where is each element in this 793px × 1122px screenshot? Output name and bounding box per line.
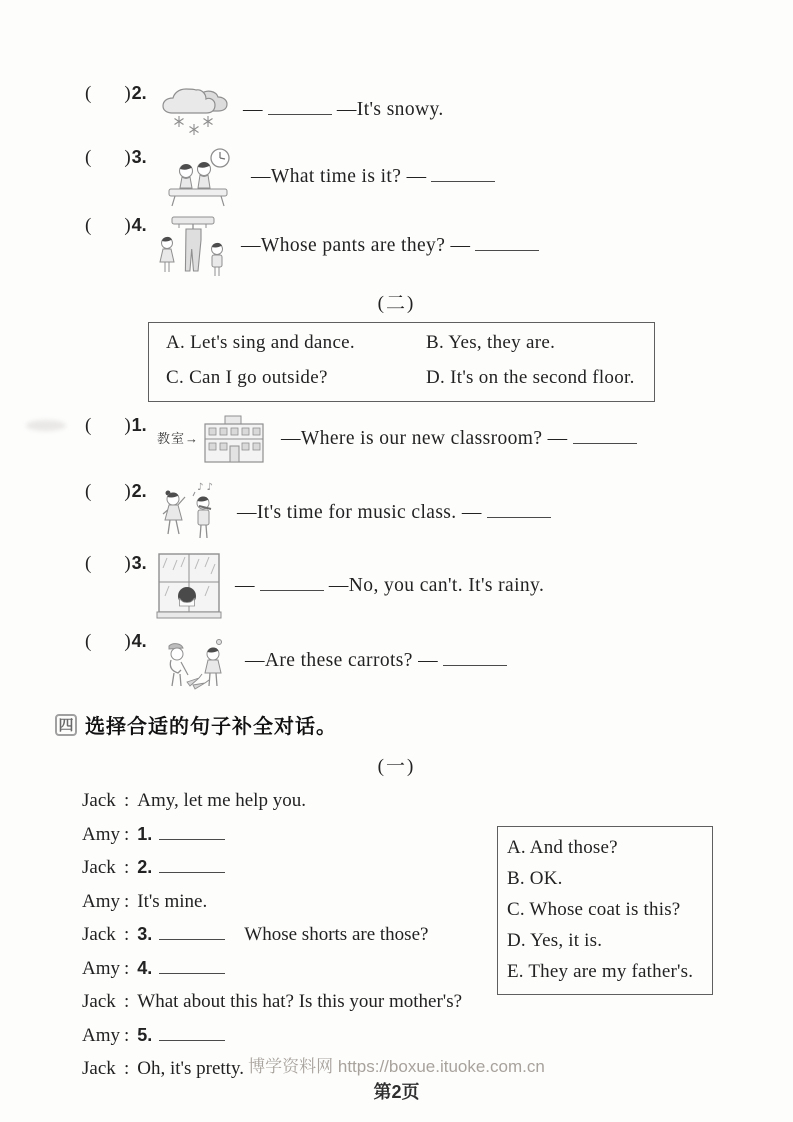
question-row-snowy [85, 82, 793, 138]
question-text [245, 649, 512, 673]
paren-close: ) [124, 553, 131, 574]
answer-blank [443, 651, 507, 666]
blank-number: 2. [137, 857, 153, 877]
dialogue-text: Whose shorts are those? [244, 924, 429, 945]
answer-marker [85, 414, 157, 437]
question-number: 4. [131, 215, 147, 235]
answer-marker [85, 552, 157, 575]
paren-open: ( [85, 415, 92, 436]
text-after-blank: —It's snowy. [336, 98, 444, 120]
dialogue-text: What about this hat? Is this your mother's? [137, 991, 463, 1012]
paren-open: ( [85, 553, 92, 574]
rainy-window-boy-image [157, 552, 221, 620]
answer-marker [85, 214, 157, 237]
answer-blank [431, 167, 495, 182]
blank-number: 5. [137, 1024, 153, 1045]
blank-number: 1. [137, 823, 153, 844]
speaker-colon: : [124, 991, 130, 1012]
dialogue-line [82, 1019, 793, 1053]
question-text [243, 98, 444, 122]
question-text [237, 501, 556, 525]
question-text [281, 427, 642, 451]
speaker-name: Amy [82, 890, 120, 912]
kids-desk-clock-image [157, 146, 237, 208]
speaker-colon: : [124, 823, 130, 845]
question-row-pants [85, 214, 793, 278]
pants-on-rack-image [157, 214, 227, 278]
subsection-header-2: (二) [377, 293, 416, 314]
paren-close: ) [124, 83, 131, 104]
speaker-name: Amy [82, 823, 120, 845]
answer-blank [573, 429, 637, 444]
text-before-blank: —It's time for music class. — [237, 501, 482, 523]
answer-blank [159, 825, 225, 840]
answer-marker [85, 630, 157, 653]
text-before-blank: — [243, 98, 263, 120]
option-d: D. It's on the second floor. [426, 367, 635, 388]
section-title: 选择合适的句子补全对话。 [85, 716, 337, 738]
speaker-colon: : [124, 1024, 130, 1046]
subsection-header-1: (一) [377, 756, 416, 777]
question-row-classroom [85, 414, 793, 464]
dialogue-text: Amy, let me help you. [137, 790, 306, 811]
school-building-image: 教室→ [157, 414, 267, 464]
text-before-blank: —What time is it? — [251, 165, 427, 187]
question-text [241, 234, 544, 258]
question-number: 2. [131, 481, 147, 501]
answer-blank [268, 100, 332, 115]
blank-number: 4. [137, 957, 153, 978]
question-number: 3. [131, 147, 147, 167]
speaker-colon: : [124, 790, 130, 811]
speaker-name: Amy [82, 957, 120, 979]
speaker-colon: : [124, 924, 130, 945]
blank-number: 3. [137, 924, 153, 944]
answer-blank [260, 576, 324, 591]
options-box-part2 [148, 322, 655, 402]
paren-open: ( [85, 215, 92, 236]
speaker-name: Jack [82, 790, 116, 811]
section-number-badge: 四 [55, 714, 77, 736]
question-number: 1. [131, 415, 147, 435]
answer-blank [475, 236, 539, 251]
option-c: C. Whose coat is this? [507, 899, 681, 920]
section-four-heading [55, 710, 793, 739]
option-b: B. OK. [507, 868, 563, 889]
option-b: B. Yes, they are. [426, 332, 556, 353]
answer-marker [85, 480, 157, 503]
paren-close: ) [124, 415, 131, 436]
option-d: D. Yes, it is. [507, 930, 603, 951]
speaker-name: Jack [82, 924, 116, 945]
answer-blank [159, 1026, 225, 1041]
speaker-name: Jack [82, 1058, 116, 1079]
singing-dancing-kids-image [157, 480, 223, 546]
paren-close: ) [124, 631, 131, 652]
speaker-colon: : [124, 1058, 130, 1079]
text-before-blank: —Where is our new classroom? — [281, 427, 568, 449]
question-text [235, 574, 544, 598]
option-a: A. Let's sing and dance. [166, 332, 355, 353]
dialogue-text: It's mine. [137, 890, 208, 912]
text-before-blank: —Whose pants are they? — [241, 234, 471, 256]
question-row-carrots [85, 630, 793, 692]
option-e: E. They are my father's. [507, 961, 694, 982]
answer-marker [85, 146, 157, 169]
options-box-dialogue [497, 826, 713, 995]
scan-artifact [26, 420, 66, 431]
question-row-rainy [85, 552, 793, 620]
answer-blank [159, 858, 225, 873]
option-a: A. And those? [507, 837, 618, 858]
paren-close: ) [124, 147, 131, 168]
answer-blank [159, 925, 225, 940]
paren-open: ( [85, 481, 92, 502]
speaker-colon: : [124, 957, 130, 979]
question-text [251, 165, 500, 189]
speaker-colon: : [124, 857, 130, 878]
text-after-blank: —No, you can't. It's rainy. [328, 574, 545, 596]
paren-close: ) [124, 481, 131, 502]
speaker-name: Jack [82, 991, 116, 1012]
footer-site-url: 博学资料网 https://boxue.ituoke.com.cn [248, 1057, 545, 1076]
paren-open: ( [85, 631, 92, 652]
text-before-blank: — [235, 574, 255, 596]
question-row-clock [85, 146, 793, 208]
speaker-name: Amy [82, 1024, 120, 1046]
speaker-colon: : [124, 890, 130, 912]
paren-close: ) [124, 215, 131, 236]
kids-with-carrots-image [157, 630, 231, 692]
paren-open: ( [85, 83, 92, 104]
footer-page-number: 第2页 [373, 1082, 420, 1102]
question-number: 2. [131, 83, 147, 103]
dialogue-text: Oh, it's pretty. [137, 1058, 244, 1079]
question-number: 3. [131, 553, 147, 573]
text-before-blank: —Are these carrots? — [245, 649, 439, 671]
svg-text:♪ ♪: ♪ ♪ [197, 482, 213, 493]
answer-blank [159, 959, 225, 974]
answer-blank [487, 503, 551, 518]
question-number: 4. [131, 631, 147, 651]
snowy-clouds-image [157, 82, 229, 138]
paren-open: ( [85, 147, 92, 168]
dialogue-line [82, 784, 793, 818]
answer-marker [85, 82, 157, 105]
speaker-name: Jack [82, 857, 116, 878]
option-c: C. Can I go outside? [166, 367, 328, 388]
question-row-music [85, 480, 793, 546]
